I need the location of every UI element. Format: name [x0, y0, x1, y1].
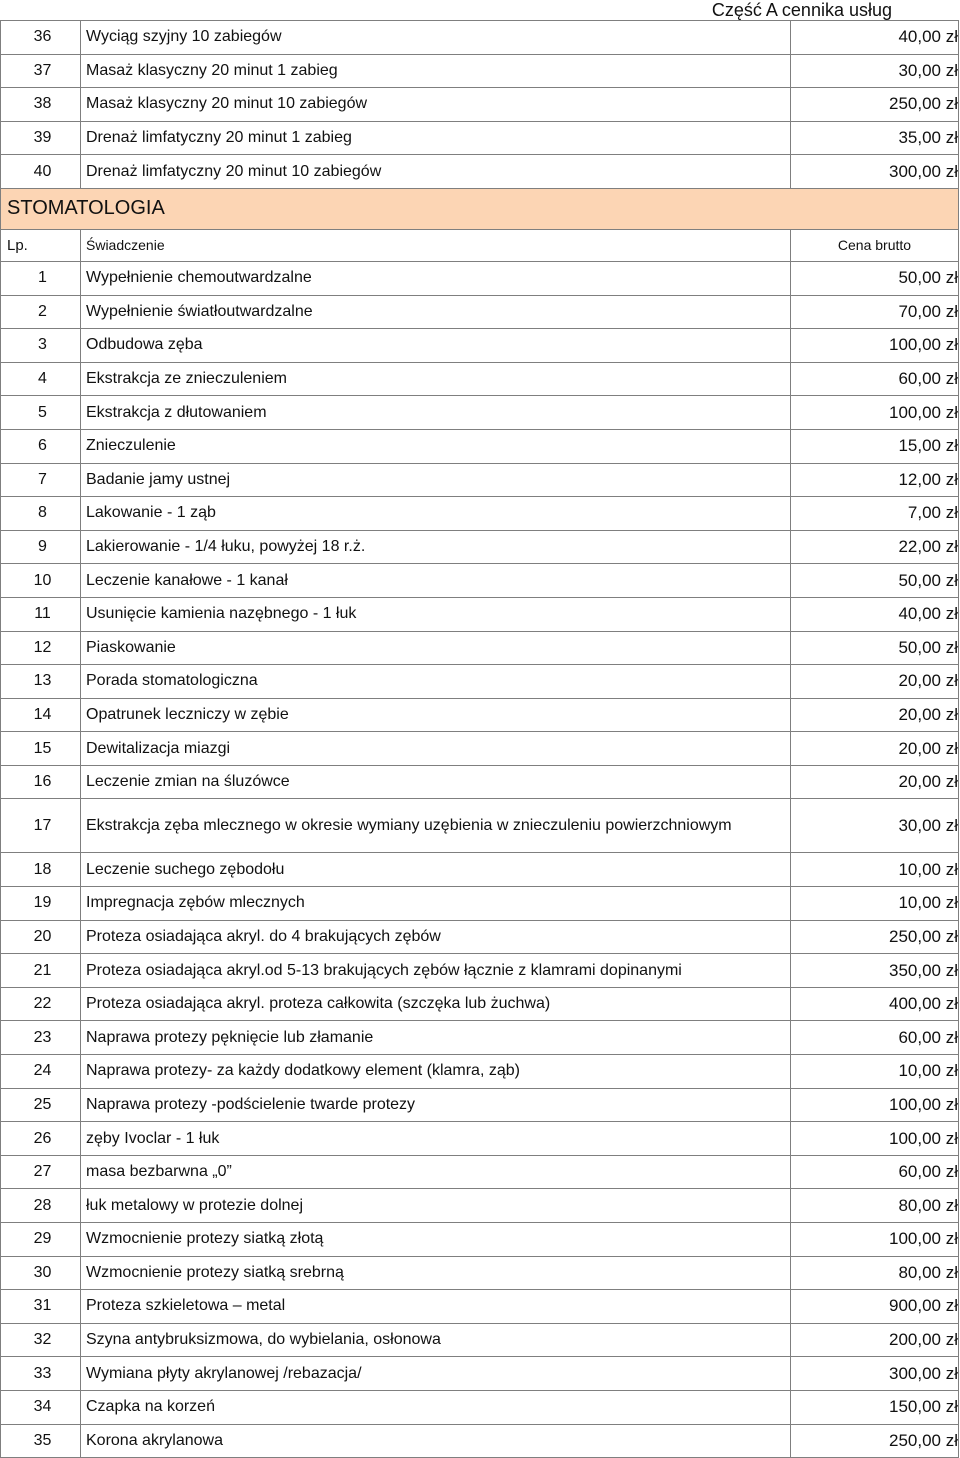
service-price: 60,00 zł [791, 362, 959, 396]
column-header-row [1, 229, 959, 261]
service-name: Drenaż limfatyczny 20 minut 1 zabieg [81, 121, 791, 155]
table-row [1, 665, 959, 699]
service-name: Proteza osiadająca akryl.od 5-13 brakujących zębów łącznie z klamrami dopinanymi [81, 954, 791, 988]
table-row [1, 853, 959, 887]
page-header-title: Część A cennika usług [711, 0, 892, 20]
service-price: 80,00 zł [791, 1256, 959, 1290]
table-row [1, 954, 959, 988]
service-name: Czapka na korzeń [81, 1390, 791, 1424]
row-number: 20 [1, 920, 81, 954]
service-name: Masaż klasyczny 20 minut 10 zabiegów [81, 88, 791, 122]
service-price: 250,00 zł [791, 88, 959, 122]
row-number: 27 [1, 1155, 81, 1189]
row-number: 25 [1, 1088, 81, 1122]
service-name: Badanie jamy ustnej [81, 463, 791, 497]
service-price: 100,00 zł [791, 396, 959, 430]
table-row [1, 463, 959, 497]
table-row [1, 698, 959, 732]
service-price: 100,00 zł [791, 329, 959, 363]
column-header-price: Cena brutto [791, 229, 959, 261]
section-title: STOMATOLOGIA [1, 188, 959, 229]
table-row [1, 732, 959, 766]
table-row [1, 987, 959, 1021]
row-number: 28 [1, 1189, 81, 1223]
row-number: 3 [1, 329, 81, 363]
table-row [1, 1088, 959, 1122]
table-row [1, 155, 959, 189]
service-price: 60,00 zł [791, 1155, 959, 1189]
row-number: 6 [1, 429, 81, 463]
table-row [1, 1223, 959, 1257]
service-price: 40,00 zł [791, 597, 959, 631]
row-number: 8 [1, 497, 81, 531]
service-name: Proteza szkieletowa – metal [81, 1290, 791, 1324]
row-number: 16 [1, 765, 81, 799]
table-row [1, 54, 959, 88]
service-name: Porada stomatologiczna [81, 665, 791, 699]
service-price: 10,00 zł [791, 853, 959, 887]
service-price: 70,00 zł [791, 295, 959, 329]
service-name: Leczenie zmian na śluzówce [81, 765, 791, 799]
service-name: Ekstrakcja ze znieczuleniem [81, 362, 791, 396]
service-price: 12,00 zł [791, 463, 959, 497]
service-name: Wypełnienie chemoutwardzalne [81, 261, 791, 295]
service-name: Naprawa protezy pęknięcie lub złamanie [81, 1021, 791, 1055]
service-price: 20,00 zł [791, 732, 959, 766]
table-row [1, 121, 959, 155]
table-row [1, 1290, 959, 1324]
table-row [1, 1424, 959, 1458]
service-name: Wzmocnienie protezy siatką złotą [81, 1223, 791, 1257]
table-row [1, 1189, 959, 1223]
row-number: 22 [1, 987, 81, 1021]
table-row [1, 1155, 959, 1189]
service-price: 20,00 zł [791, 765, 959, 799]
service-name: masa bezbarwna „0” [81, 1155, 791, 1189]
service-name: Naprawa protezy -podścielenie twarde protezy [81, 1088, 791, 1122]
row-number: 26 [1, 1122, 81, 1156]
row-number: 37 [1, 54, 81, 88]
table-row [1, 1390, 959, 1424]
service-price: 300,00 zł [791, 155, 959, 189]
section-header [1, 188, 959, 261]
row-number: 1 [1, 261, 81, 295]
table-row [1, 1357, 959, 1391]
service-name: Korona akrylanowa [81, 1424, 791, 1458]
service-name: Wypełnienie światłoutwardzalne [81, 295, 791, 329]
service-name: Naprawa protezy- za każdy dodatkowy element (klamra, ząb) [81, 1055, 791, 1089]
service-price: 15,00 zł [791, 429, 959, 463]
row-number: 7 [1, 463, 81, 497]
service-name: Masaż klasyczny 20 minut 1 zabieg [81, 54, 791, 88]
service-name: Ekstrakcja zęba mlecznego w okresie wymiany uzębienia w znieczuleniu powierzchniowym [81, 799, 791, 853]
table-row [1, 497, 959, 531]
service-price: 7,00 zł [791, 497, 959, 531]
service-price: 35,00 zł [791, 121, 959, 155]
service-price: 300,00 zł [791, 1357, 959, 1391]
row-number: 39 [1, 121, 81, 155]
table-row [1, 88, 959, 122]
service-price: 100,00 zł [791, 1122, 959, 1156]
service-name: Usunięcie kamienia nazębnego - 1 łuk [81, 597, 791, 631]
service-name: Lakierowanie - 1/4 łuku, powyżej 18 r.ż. [81, 530, 791, 564]
row-number: 35 [1, 1424, 81, 1458]
row-number: 18 [1, 853, 81, 887]
table-row [1, 765, 959, 799]
row-number: 11 [1, 597, 81, 631]
service-price: 50,00 zł [791, 631, 959, 665]
service-price: 40,00 zł [791, 21, 959, 55]
table-row [1, 631, 959, 665]
table-row [1, 261, 959, 295]
row-number: 29 [1, 1223, 81, 1257]
table-row [1, 329, 959, 363]
service-name: Opatrunek leczniczy w zębie [81, 698, 791, 732]
previous-section-rows [1, 21, 959, 189]
section-title-row [1, 188, 959, 229]
row-number: 5 [1, 396, 81, 430]
service-price: 400,00 zł [791, 987, 959, 1021]
service-price: 100,00 zł [791, 1223, 959, 1257]
service-name: Wyciąg szyjny 10 zabiegów [81, 21, 791, 55]
column-header-service: Świadczenie [81, 229, 791, 261]
row-number: 33 [1, 1357, 81, 1391]
price-list-sheet [0, 20, 960, 1458]
service-price: 100,00 zł [791, 1088, 959, 1122]
table-row [1, 295, 959, 329]
service-name: Znieczulenie [81, 429, 791, 463]
table-row [1, 396, 959, 430]
service-price: 30,00 zł [791, 799, 959, 853]
service-price: 10,00 zł [791, 1055, 959, 1089]
table-row [1, 597, 959, 631]
table-row [1, 1122, 959, 1156]
table-row [1, 1055, 959, 1089]
service-price: 22,00 zł [791, 530, 959, 564]
service-price: 250,00 zł [791, 1424, 959, 1458]
row-number: 2 [1, 295, 81, 329]
row-number: 38 [1, 88, 81, 122]
service-price: 80,00 zł [791, 1189, 959, 1223]
row-number: 19 [1, 887, 81, 921]
row-number: 23 [1, 1021, 81, 1055]
row-number: 36 [1, 21, 81, 55]
service-name: Wymiana płyty akrylanowej /rebazacja/ [81, 1357, 791, 1391]
service-name: Lakowanie - 1 ząb [81, 497, 791, 531]
service-price: 10,00 zł [791, 887, 959, 921]
row-number: 15 [1, 732, 81, 766]
service-price: 60,00 zł [791, 1021, 959, 1055]
table-row [1, 887, 959, 921]
table-row [1, 1256, 959, 1290]
row-number: 34 [1, 1390, 81, 1424]
row-number: 14 [1, 698, 81, 732]
table-row [1, 429, 959, 463]
service-name: Odbudowa zęba [81, 329, 791, 363]
service-name: Drenaż limfatyczny 20 minut 10 zabiegów [81, 155, 791, 189]
table-row [1, 1323, 959, 1357]
service-price: 20,00 zł [791, 665, 959, 699]
row-number: 12 [1, 631, 81, 665]
row-number: 30 [1, 1256, 81, 1290]
service-name: Szyna antybruksizmowa, do wybielania, osłonowa [81, 1323, 791, 1357]
price-table [0, 20, 959, 1458]
table-row [1, 799, 959, 853]
service-price: 50,00 zł [791, 261, 959, 295]
service-price: 350,00 zł [791, 954, 959, 988]
service-price: 150,00 zł [791, 1390, 959, 1424]
row-number: 40 [1, 155, 81, 189]
row-number: 17 [1, 799, 81, 853]
service-price: 900,00 zł [791, 1290, 959, 1324]
row-number: 31 [1, 1290, 81, 1324]
table-row [1, 1021, 959, 1055]
service-name: Proteza osiadająca akryl. do 4 brakujących zębów [81, 920, 791, 954]
service-name: Leczenie kanałowe - 1 kanał [81, 564, 791, 598]
service-name: Proteza osiadająca akryl. proteza całkowita (szczęka lub żuchwa) [81, 987, 791, 1021]
service-name: Dewitalizacja miazgi [81, 732, 791, 766]
service-price: 250,00 zł [791, 920, 959, 954]
row-number: 24 [1, 1055, 81, 1089]
service-name: Piaskowanie [81, 631, 791, 665]
row-number: 21 [1, 954, 81, 988]
row-number: 10 [1, 564, 81, 598]
service-name: Ekstrakcja z dłutowaniem [81, 396, 791, 430]
service-price: 30,00 zł [791, 54, 959, 88]
table-row [1, 530, 959, 564]
table-row [1, 21, 959, 55]
row-number: 13 [1, 665, 81, 699]
row-number: 32 [1, 1323, 81, 1357]
table-row [1, 920, 959, 954]
row-number: 4 [1, 362, 81, 396]
service-name: Wzmocnienie protezy siatką srebrną [81, 1256, 791, 1290]
service-price: 20,00 zł [791, 698, 959, 732]
service-price: 50,00 zł [791, 564, 959, 598]
service-name: łuk metalowy w protezie dolnej [81, 1189, 791, 1223]
table-row [1, 564, 959, 598]
row-number: 9 [1, 530, 81, 564]
service-name: Leczenie suchego zębodołu [81, 853, 791, 887]
service-name: zęby Ivoclar - 1 łuk [81, 1122, 791, 1156]
stomatology-rows [1, 261, 959, 1457]
service-name: Impregnacja zębów mlecznych [81, 887, 791, 921]
column-header-lp: Lp. [1, 229, 81, 261]
table-row [1, 362, 959, 396]
service-price: 200,00 zł [791, 1323, 959, 1357]
